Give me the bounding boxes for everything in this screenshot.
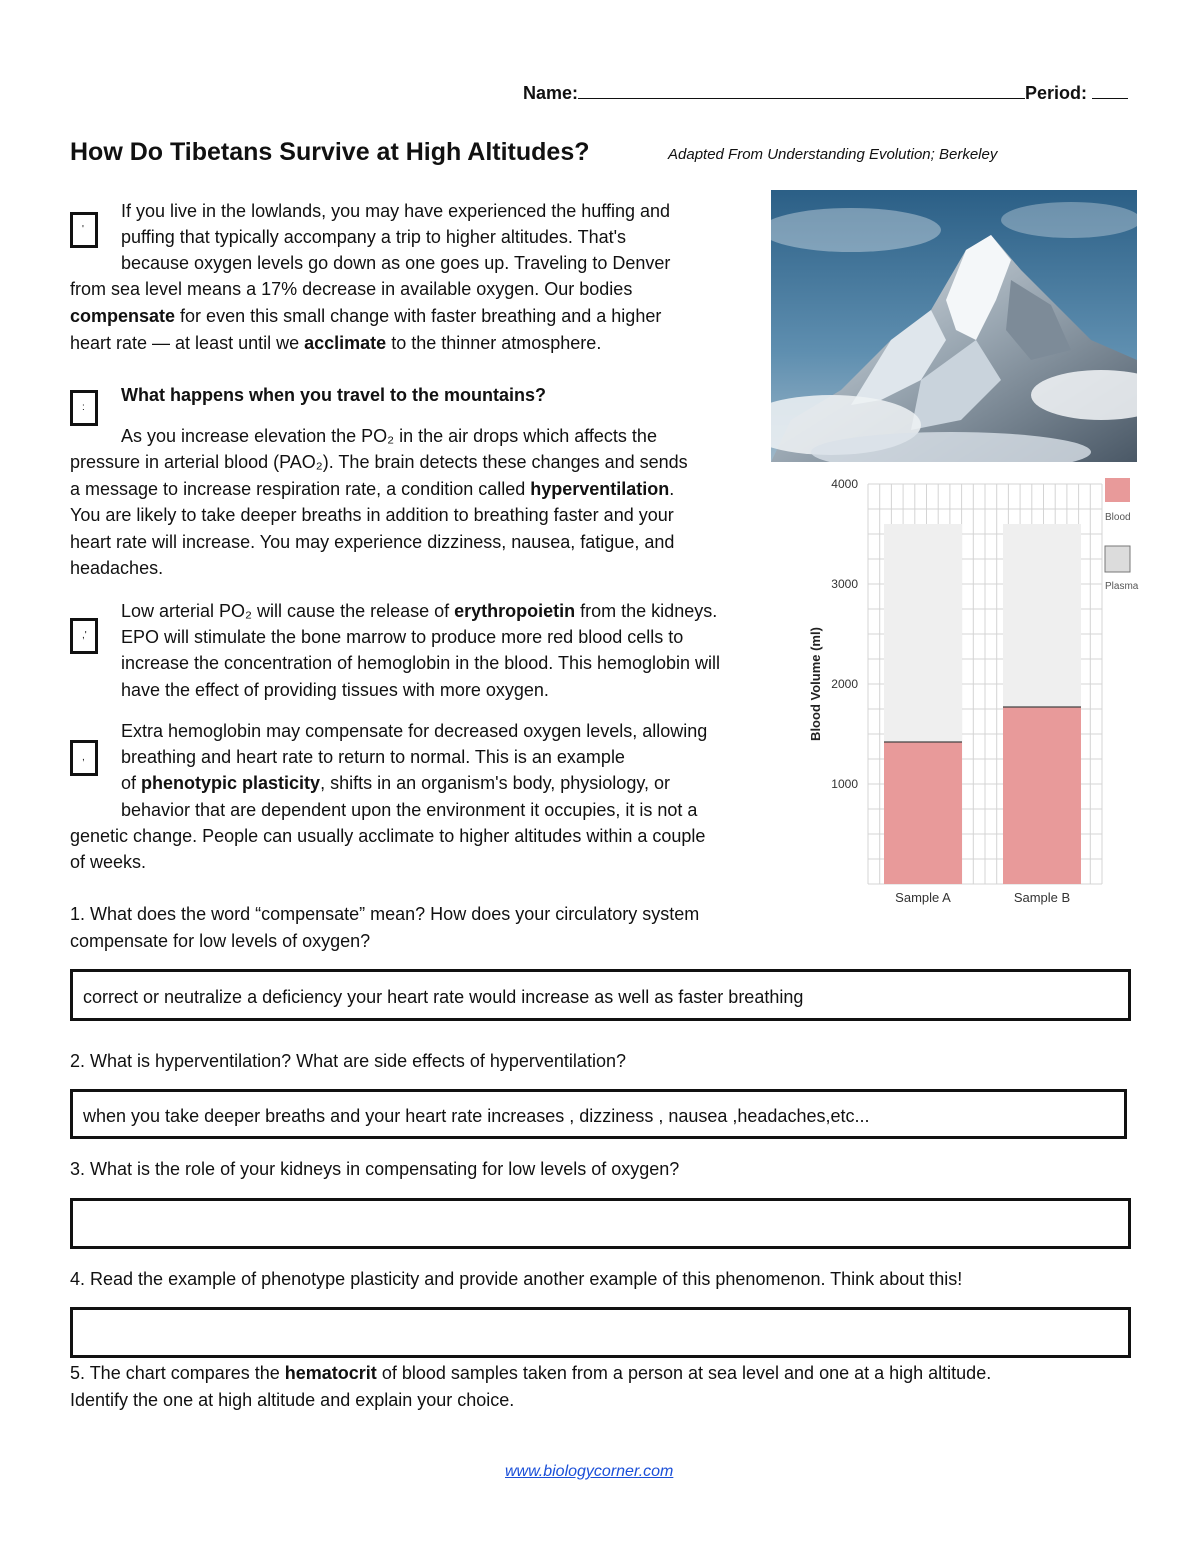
s3-line: EPO will stimulate the bone marrow to produce more red blood cells to	[121, 627, 684, 647]
s2-line: pressure in arterial blood (PAO₂). The brain detects these changes and sends	[70, 452, 688, 472]
y-axis-label: Blood Volume (ml)	[808, 627, 823, 741]
answer-box-4[interactable]	[70, 1307, 1131, 1358]
legend-plasma-label: Plasma	[1105, 581, 1139, 592]
blood-bar	[884, 742, 962, 884]
answer-1-text: correct or neutralize a deficiency your heart rate would increase as well as faster breathing	[83, 987, 804, 1007]
y-tick-label: 4000	[831, 477, 858, 491]
question-2-line: 2. What is hyperventilation? What are side effects of hyperventilation?	[70, 1051, 626, 1071]
s2-line: a message to increase respiration rate, a condition called hyperventilation.	[70, 479, 675, 499]
question-1-line: compensate for low levels of oxygen?	[70, 931, 371, 951]
answer-2-text: when you take deeper breaths and your heart rate increases , dizziness , nausea ,headaches,etc...	[83, 1106, 870, 1126]
question-5-line: Identify the one at high altitude and explain your choice.	[70, 1390, 515, 1410]
mountain-photo	[771, 190, 1137, 462]
s1-line: because oxygen levels go down as one goes up. Traveling to Denver	[121, 253, 671, 273]
term-hematocrit: hematocrit	[284, 1363, 377, 1383]
section-heading: What happens when you travel to the mountains?	[121, 385, 547, 405]
page-title: How Do Tibetans Survive at High Altitudes?	[70, 138, 590, 166]
s4-line: of weeks.	[70, 852, 147, 872]
question-5-line: 5. The chart compares the hematocrit of blood samples taken from a person at sea level and one at a high altitude.	[70, 1363, 992, 1383]
s4-line: behavior that are dependent upon the environment it occupies, it is not a	[121, 800, 698, 820]
s4-line: genetic change. People can usually acclimate to higher altitudes within a couple	[70, 826, 706, 846]
answer-box-1[interactable]	[70, 969, 1131, 1021]
y-tick-label: 3000	[831, 577, 858, 591]
name-label: Name:	[523, 83, 579, 103]
period-label: Period:	[1025, 83, 1088, 103]
s4-line: breathing and heart rate to return to normal. This is an example	[121, 747, 625, 767]
footer-link[interactable]: www.biologycorner.com	[505, 1463, 674, 1480]
s2-line: As you increase elevation the PO₂ in the air drops which affects the	[121, 426, 657, 446]
s4-line: Extra hemoglobin may compensate for decreased oxygen levels, allowing	[121, 721, 708, 741]
s1-line: compensate for even this small change with faster breathing and a higher	[70, 306, 662, 326]
s3-line: increase the concentration of hemoglobin in the blood. This hemoglobin will	[121, 653, 721, 673]
term-compensate: compensate	[70, 306, 176, 326]
section-marker: :	[70, 390, 98, 426]
s4-line: of phenotypic plasticity, shifts in an organism's body, physiology, or	[121, 773, 670, 793]
s3-line: have the effect of providing tissues with more oxygen.	[121, 680, 549, 700]
legend-blood-swatch	[1105, 478, 1130, 502]
term-phenotypic-plasticity: phenotypic plasticity	[141, 773, 321, 793]
s1-line: from sea level means a 17% decrease in available oxygen. Our bodies	[70, 279, 633, 299]
x-tick-label: Sample B	[1013, 890, 1071, 905]
plasma-bar	[884, 524, 962, 742]
s1-line: heart rate — at least until we acclimate to the thinner atmosphere.	[70, 333, 602, 353]
s2-line: You are likely to take deeper breaths in addition to breathing faster and your	[70, 505, 674, 525]
name-field[interactable]	[578, 82, 1025, 99]
x-tick-label: Sample A	[895, 890, 951, 905]
term-erythropoietin: erythropoietin	[454, 601, 576, 621]
legend-blood-label: Blood	[1105, 512, 1131, 523]
question-1-line: 1. What does the word “compensate” mean? How does your circulatory system	[70, 904, 700, 924]
source-credit: Adapted From Understanding Evolution; Berkeley	[668, 146, 998, 163]
plasma-bar	[1003, 524, 1081, 707]
s1-line: If you live in the lowlands, you may have experienced the huffing and	[121, 201, 671, 221]
s2-line: headaches.	[70, 558, 164, 578]
section-marker: ,	[70, 740, 98, 776]
y-tick-label: 2000	[831, 677, 858, 691]
y-tick-label: 1000	[831, 777, 858, 791]
hematocrit-chart	[790, 472, 1150, 912]
section-marker: ,'	[70, 618, 98, 654]
name-period-row	[523, 82, 1128, 104]
blood-bar	[1003, 707, 1081, 884]
question-3-line: 3. What is the role of your kidneys in compensating for low levels of oxygen?	[70, 1159, 680, 1179]
term-hyperventilation: hyperventilation	[530, 479, 670, 499]
answer-box-2[interactable]	[70, 1089, 1127, 1139]
term-acclimate: acclimate	[304, 333, 387, 353]
section-marker: '	[70, 212, 98, 248]
s2-line: heart rate will increase. You may experience dizziness, nausea, fatigue, and	[70, 532, 675, 552]
s3-line: Low arterial PO₂ will cause the release of erythropoietin from the kidneys.	[121, 601, 718, 621]
s1-line: puffing that typically accompany a trip to higher altitudes. That's	[121, 227, 627, 247]
answer-box-3[interactable]	[70, 1198, 1131, 1249]
period-field[interactable]	[1092, 82, 1128, 99]
question-4-line: 4. Read the example of phenotype plasticity and provide another example of this phenomenon. Think about this!	[70, 1269, 963, 1289]
legend-plasma-swatch	[1105, 546, 1130, 572]
